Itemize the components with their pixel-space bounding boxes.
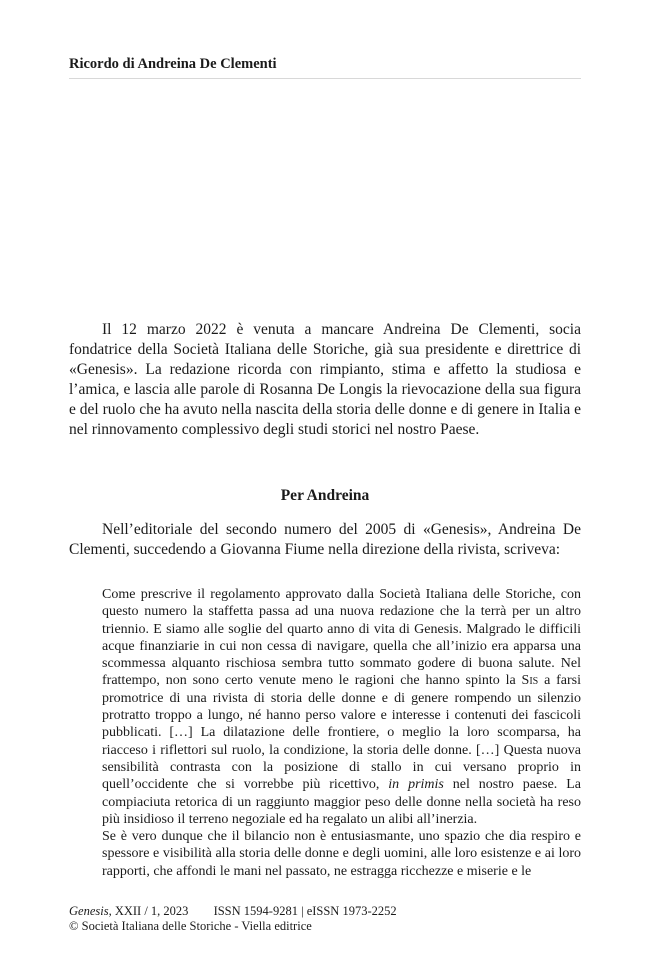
journal-name: Genesis [69,904,109,918]
quote-text: Come prescrive il regolamento approvato dalla Società Italiana delle Storiche, con questo numero la staffetta passa ad una nuova redazione che la terrà per un altro triennio. E siamo alle soglie del quarto anno di vita di Genesis. Malgrado le difficili acque finanziarie in cui non cessa di navigare, quella che all’inizio era apparsa una scommessa alquanto rischiosa sembra tutto sommato godere di buona salute. Nel frattempo, non sono certo venute meno le ragioni che hanno spinto la [102,587,581,689]
quote-text: a farsi promotrice di una rivista di storia delle donne e di genere rompendo un silenzio protratto troppo a lungo, né hanno perso valore e interesse i contenuti dei fascicoli pubblicati. […] La dilatazione delle frontiere, o meglio la loro scomparsa, ha riacceso i riflettori sul ruolo, la condizione, la storia delle donne. […] Questa nuova sensibilità contrasta con la posizione di stallo in cui versano proprio in quell’occidente che si vorrebbe più ricettivo, [102,673,581,793]
issn: ISSN 1594-9281 | eISSN 1973-2252 [213,904,397,918]
quote-paragraph-2: Se è vero dunque che il bilancio non è entusiasmante, uno spazio che dia respiro e spessore e visibilità alla storia delle donne e degli uomini, alle loro esistenze e ai loro rapporti, che affondi le mani nel passato, ne estragga ricchezze e miserie e le [102,829,581,879]
quote-italic: in primis [388,777,444,793]
section-title: Per Andreina [280,487,370,504]
body-paragraph: Nell’editoriale del secondo numero del 2005 di «Genesis», Andreina De Clementi, succedendo a Giovanna Fiume nella direzione della rivista, scriveva: [69,521,581,558]
footer-citation [69,904,581,919]
copyright: © Società Italiana delle Storiche - Viella editrice [69,919,312,933]
intro-paragraph: Il 12 marzo 2022 è venuta a mancare Andreina De Clementi, socia fondatrice della Società Italiana delle Storiche, già sua presidente e direttrice di «Genesis». La redazione ricorda con rimpianto, stima e affetto la studiosa e l’amica, e lascia alle parole di Rosanna De Longis la rievocazione della sua figura e del ruolo che ha avuto nella nascita della storia delle donne e di genere in Italia e nel rinnovamento complessivo degli studi storici nel nostro Paese. [69,321,581,438]
block-quote [102,586,581,880]
quote-acronym: Sis [521,673,539,689]
journal-volume: , XXII / 1, 2023 [108,904,189,918]
quote-text: nel nostro paese. La compiaciuta retorica di un raggiunto maggior peso delle donne nella società ha reso più insidioso il terreno negoziale ed ha regalato un alibi all’inerzia. [102,777,581,827]
footer [69,904,581,934]
quote-paragraph-1 [102,586,581,828]
running-head: Ricordo di Andreina De Clementi [69,56,581,79]
